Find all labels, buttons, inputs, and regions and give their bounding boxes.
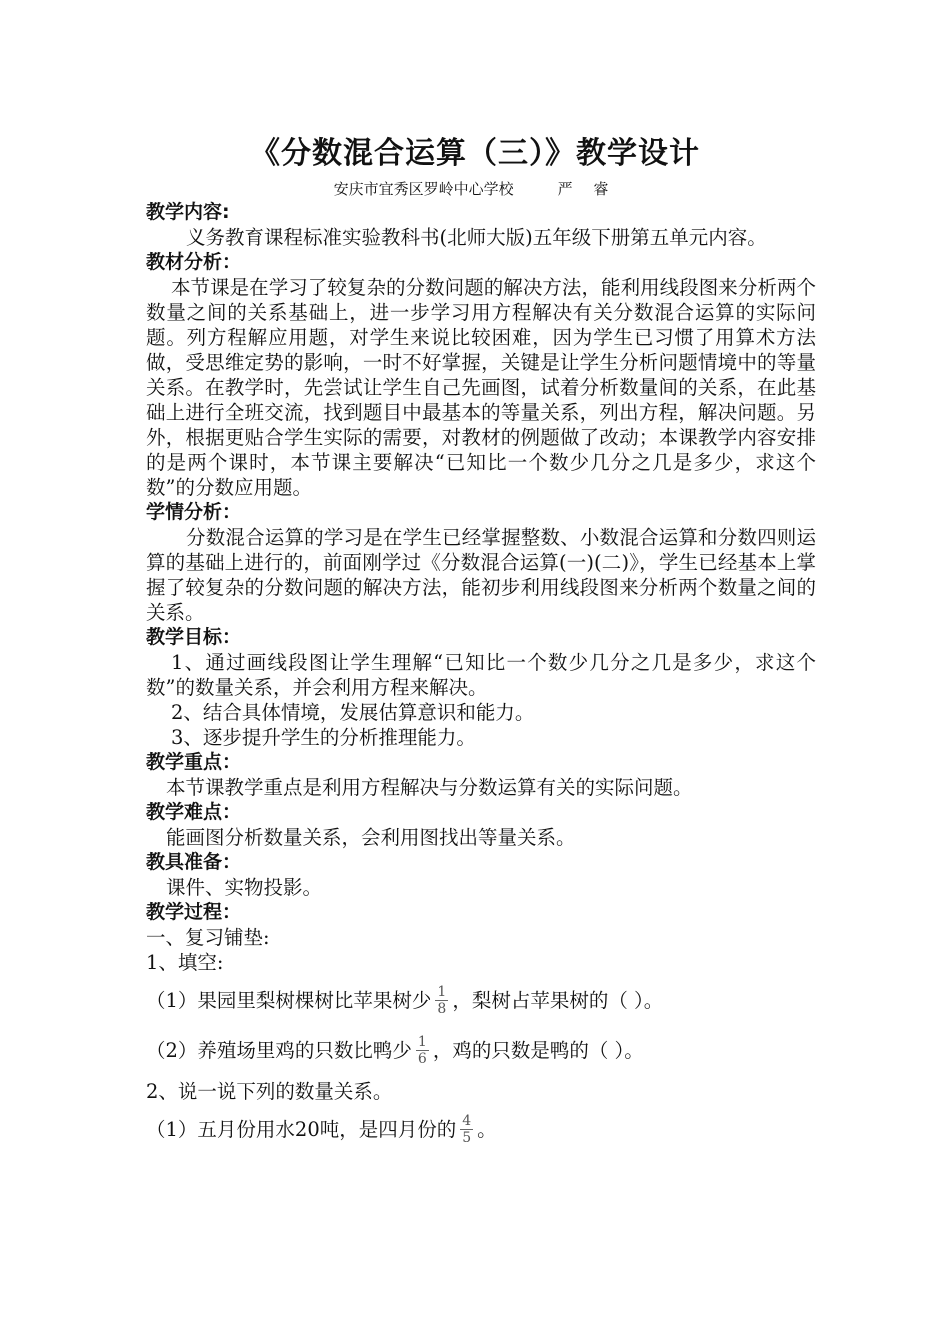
page-title: 《分数混合运算（三）》教学设计 (250, 136, 700, 171)
section-heading-tools: 教具准备： (146, 851, 242, 873)
author-name: 严 睿 (557, 180, 617, 198)
say-title: 2、说一说下列的数量关系。 (146, 1080, 393, 1103)
fraction-denominator: 6 (417, 1050, 427, 1067)
section-text-content: 义务教育课程标准实验教科书(北师大版)五年级下册第五单元内容。 (186, 226, 767, 249)
fraction-1-8 (435, 984, 448, 1017)
school-name: 安庆市宜秀区罗岭中心学校 (333, 180, 514, 198)
byline (0, 178, 950, 199)
fraction-1-6 (416, 1034, 429, 1067)
section-heading-process: 教学过程： (146, 901, 242, 923)
fill-blank-title: 1、填空: (146, 951, 224, 974)
process-step-1: 一、复习铺垫: (146, 926, 270, 949)
question-3-after: 。 (477, 1117, 497, 1141)
section-heading-difficulty: 教学难点： (146, 801, 242, 823)
fraction-denominator: 8 (437, 1000, 447, 1017)
fraction-numerator: 1 (437, 983, 447, 1000)
section-text-analysis: 本节课是在学习了较复杂的分数问题的解决方法，能利用线段图来分析两个数量之间的关系基础上，进一步学习用方程解决有关分数混合运算的实际问题。列方程解应用题，对学生来说比较困难，因为学生已习惯了用算术方法做，受思维定势的影响，一时不好掌握，关键是让学生分析问题情境中的等量关系。在教学时，先尝试让学生自己先画图，试着分析数量间的关系，在此基础上进行全班交流，找到题目中最基本的等量关系，列出方程，解决问题。另外，根据更贴合学生实际的需要，对教材的例题做了改动；本课教学内容安排的是两个课时，本节课主要解决“已知比一个数少几分之几是多少，求这个数”的分数应用题。 (146, 276, 816, 499)
question-1-before: （1）果园里梨树棵树比苹果树少 (146, 988, 432, 1012)
section-text-difficulty: 能画图分析数量关系，会利用图找出等量关系。 (166, 826, 576, 849)
fraction-denominator: 5 (462, 1129, 472, 1146)
question-2-before: （2）养殖场里鸡的只数比鸭少 (146, 1038, 412, 1062)
fraction-4-5 (460, 1113, 473, 1146)
question-2-after: ，鸡的只数是鸭的（ ）。 (432, 1038, 644, 1062)
question-3 (146, 1104, 816, 1154)
fraction-numerator: 1 (417, 1033, 427, 1050)
section-heading-goals: 教学目标： (146, 626, 242, 648)
goal-item-3: 3、逐步提升学生的分析推理能力。 (171, 726, 476, 749)
section-heading-focus: 教学重点： (146, 751, 242, 773)
section-heading-content: 教学内容: (146, 201, 230, 223)
section-heading-students: 学情分析： (146, 501, 242, 523)
goal-item-1: 1、通过画线段图让学生理解“已知比一个数少几分之几是多少，求这个数”的数量关系，并会利用方程来解决。 (146, 651, 816, 699)
section-text-focus: 本节课教学重点是利用方程解决与分数运算有关的实际问题。 (166, 776, 693, 799)
question-3-before: （1）五月份用水20吨，是四月份的 (146, 1117, 457, 1141)
question-2 (146, 1025, 816, 1075)
question-1-after: ，梨树占苹果树的（ ）。 (452, 988, 664, 1012)
document-body (146, 200, 816, 1154)
question-1 (146, 975, 816, 1025)
goal-item-2: 2、结合具体情境，发展估算意识和能力。 (171, 701, 535, 724)
section-text-tools: 课件、实物投影。 (166, 876, 323, 899)
section-heading-analysis: 教材分析： (146, 251, 242, 273)
fraction-numerator: 4 (462, 1112, 472, 1129)
section-text-students: 分数混合运算的学习是在学生已经掌握整数、小数混合运算和分数四则运算的基础上进行的，前面刚学过《分数混合运算(一)(二)》，学生已经基本上掌握了较复杂的分数问题的解决方法，能初步利用线段图来分析两个数量之间的关系。 (146, 526, 816, 624)
